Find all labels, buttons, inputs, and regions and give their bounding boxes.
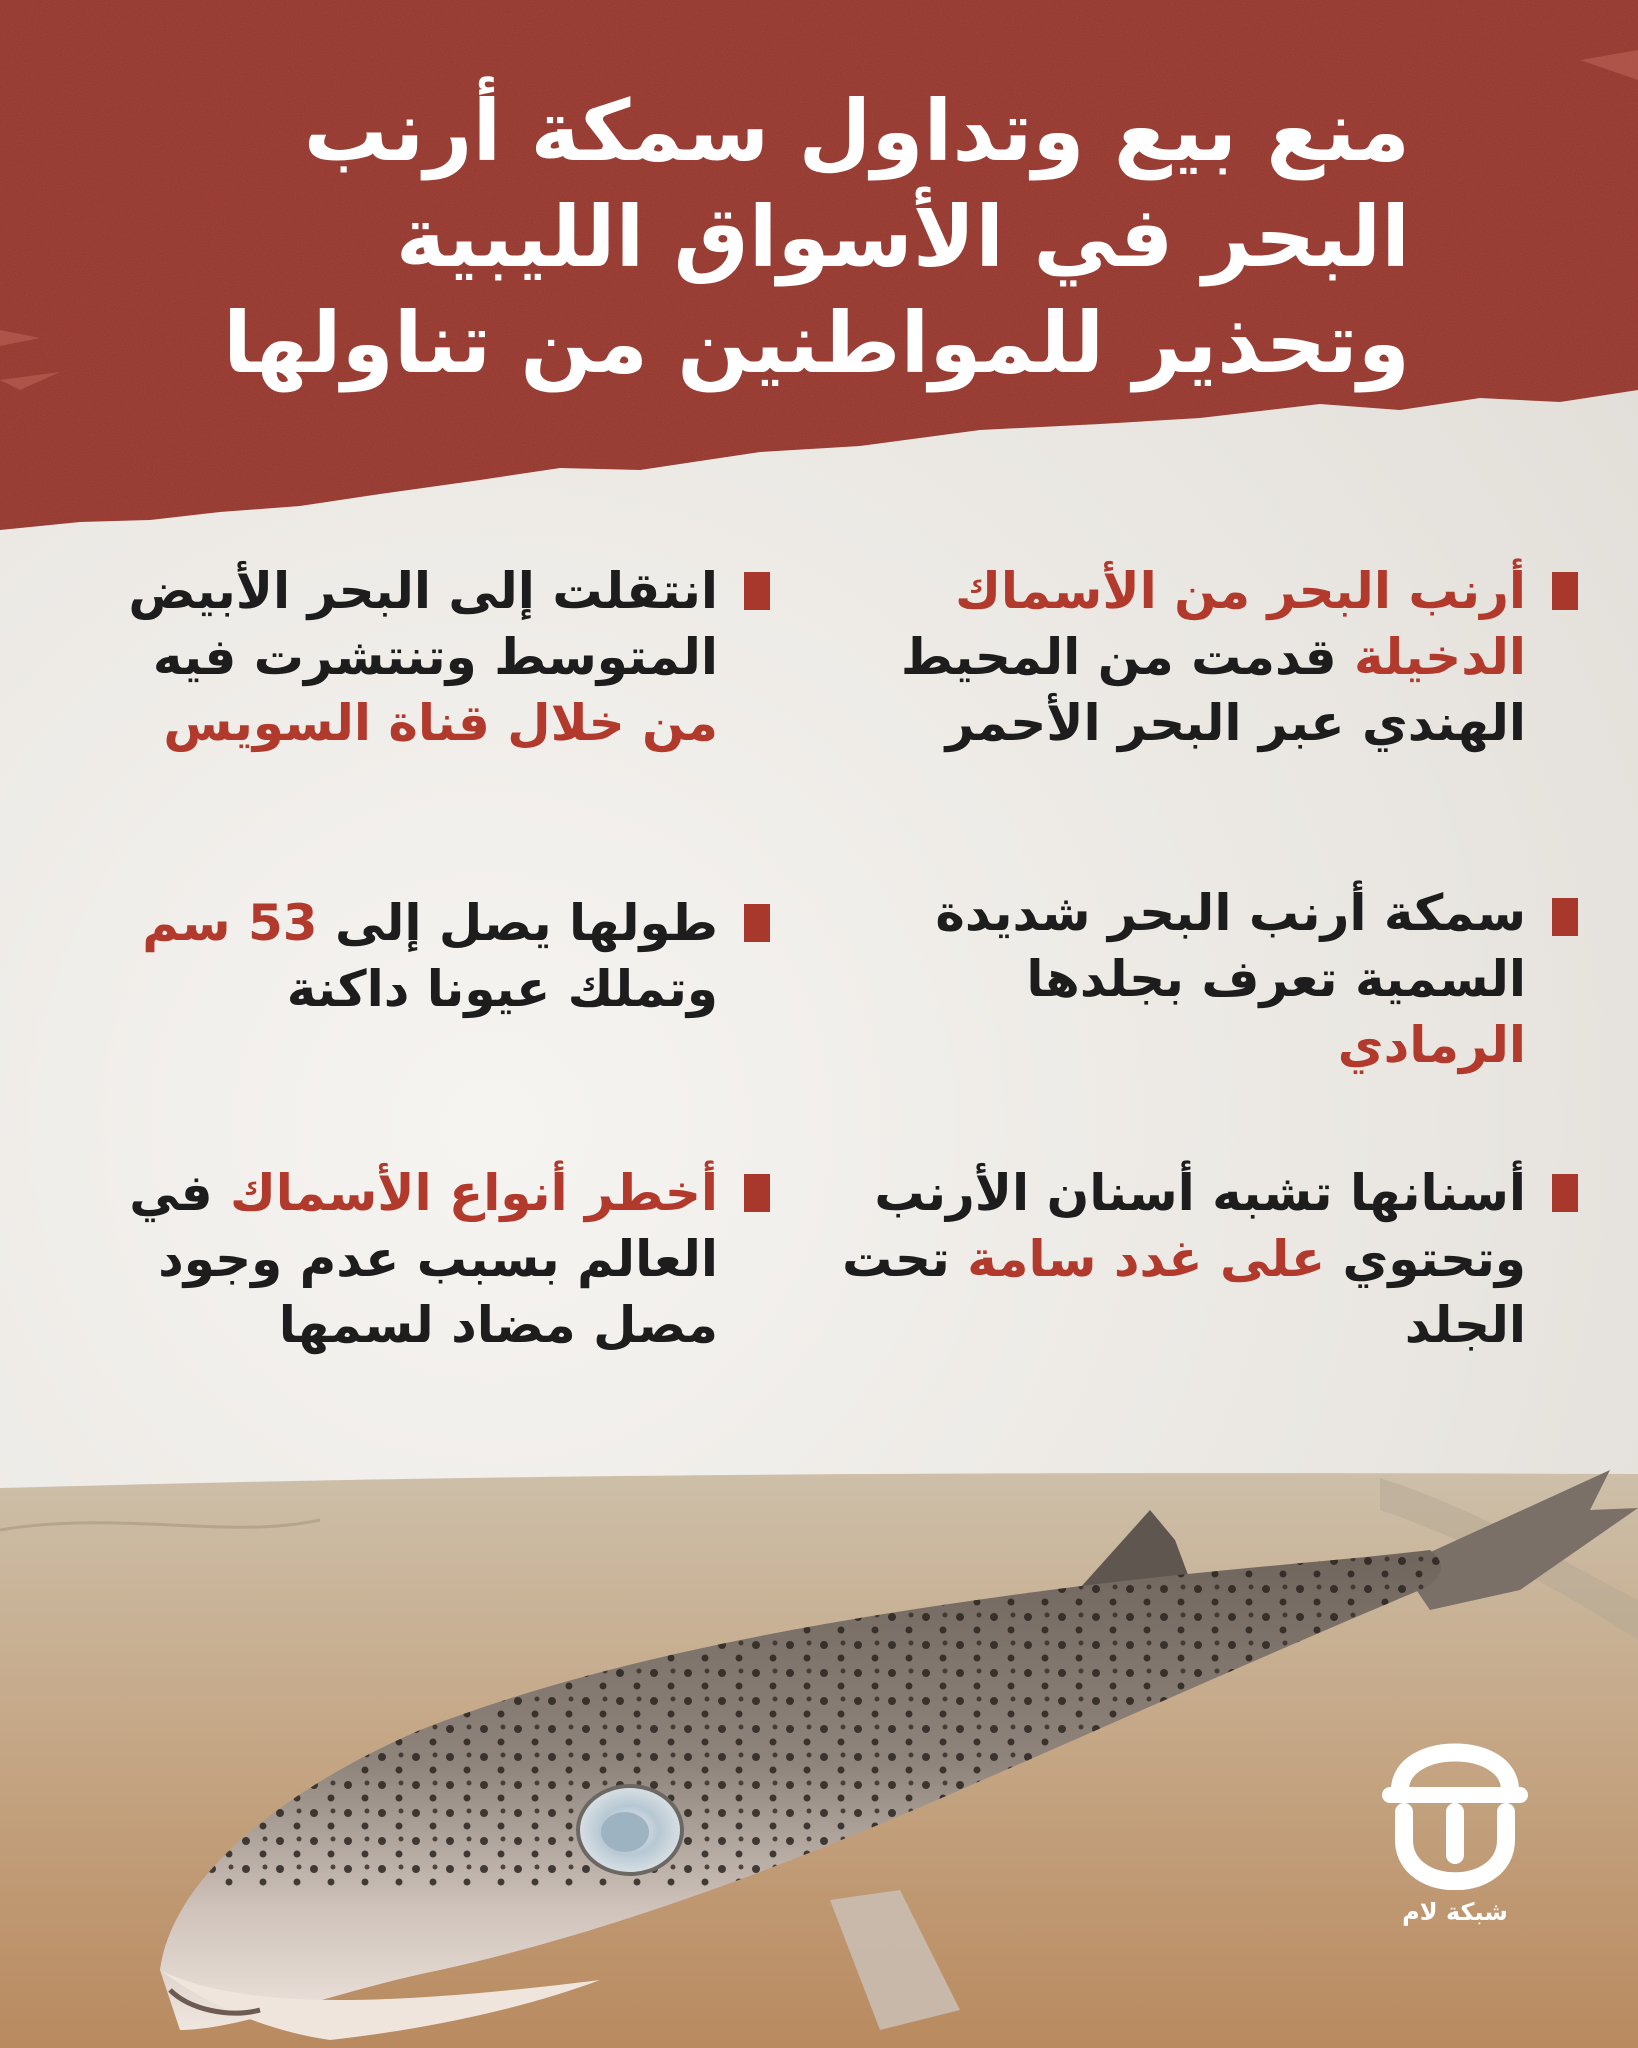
headline-line-1: منع بيع وتداول سمكة أرنب [303,82,1410,180]
headline-line-3: وتحذير للمواطنين من تناولها [223,294,1410,392]
bullet-square [744,572,770,610]
lam-logo-mark-icon [1380,1720,1530,1890]
bullet-square [744,904,770,942]
lam-network-logo [1380,1720,1530,1950]
bullet-square [744,1174,770,1212]
logo-caption: شبكة لام [1402,1898,1508,1926]
headline [180,78,1410,396]
fact-most-dangerous: أخطر أنواع الأسماك في العالم بسبب عدم وجود مصل مضاد لسمها [130,1160,770,1358]
fact-mediterranean-spread: انتقلت إلى البحر الأبيض المتوسط وتنتشرت فيه من خلال قناة السويس [130,558,770,756]
fact-invasive-origin: أرنب البحر من الأسماك الدخيلة قدمت من المحيط الهندي عبر البحر الأحمر [878,558,1578,756]
bullet-square [1552,1174,1578,1212]
headline-line-2: البحر في الأسواق الليبية [395,188,1410,286]
fact-toxicity-grey-skin: سمكة أرنب البحر شديدة السمية تعرف بجلدها الرمادي [878,880,1578,1078]
fact-length-eyes: طولها يصل إلى 53 سم وتملك عيونا داكنة [130,890,770,1022]
bullet-square [1552,898,1578,936]
bullet-square [1552,572,1578,610]
fact-teeth-glands: أسنانها تشبه أسنان الأرنب وتحتوي على غدد سامة تحت الجلد [878,1160,1578,1358]
